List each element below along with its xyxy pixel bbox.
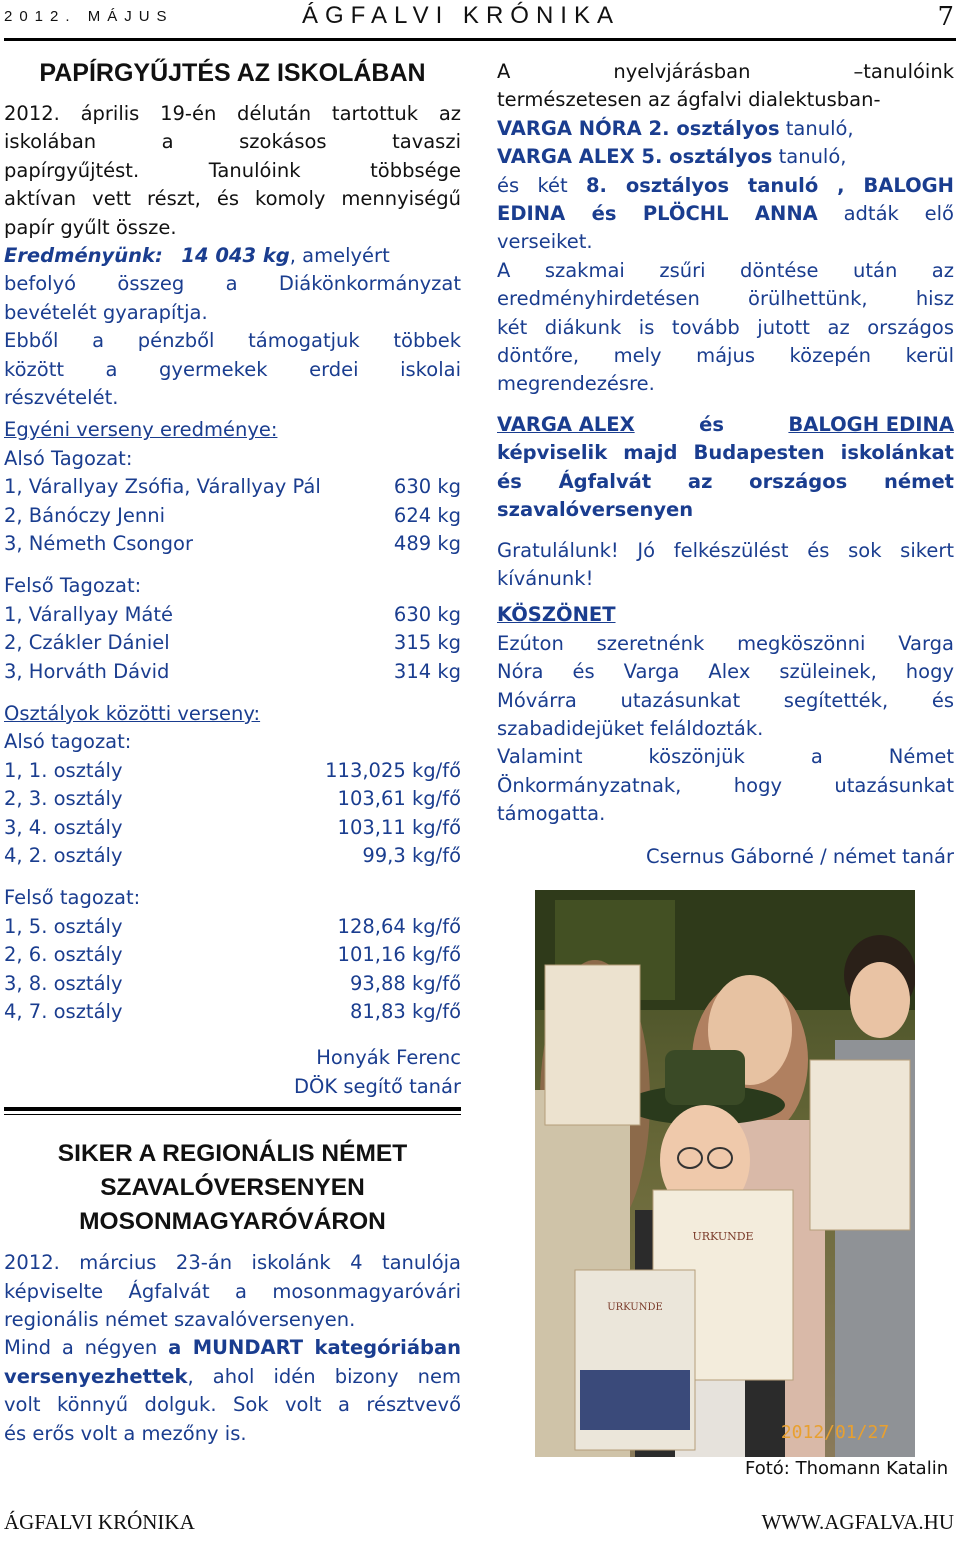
thanks-paragraph: Ezúton szeretnénk megköszönni Varga Nóra és Varga Alex szüleinek, hogy Móvárra utazásunkat segítették, és szabadidejüket feláldozták. Valamint köszönjük a Német Önkormányzatnak, hogy utazásunkat támogatta. [497,631,954,826]
class-upper-label: Felső tagozat: [4,886,141,910]
intro-paragraph: 2012. április 19-én délután tartottuk az iskolában a szokásos tavaszi papírgyűjtést. Tanulóink többsége aktívan vett részt, és komoly mennyiségű papír gyűlt össze. [4,102,461,239]
class-row: 3, 4. osztály 103,11 kg/fő [4,815,461,839]
publication-title: ÁGFALVI KRÓNIKA [302,2,620,29]
result-paragraph: Eredményünk: 14 043 kg, amelyért befolyó összeg a Diákönkormányzat bevételét gyarapítja. [4,244,461,324]
congrats-paragraph: Gratulálunk! Jó felkészülést és sok sikert kívánunk! [497,538,954,590]
article-title: PAPÍRGYŰJTÉS AZ ISKOLÁBAN [39,59,426,87]
individual-heading: Egyéni verseny eredménye: [4,418,278,442]
photo-date-stamp: 2012/01/27 [780,1422,890,1443]
class-row: 1, 5. osztály 128,64 kg/fő [4,914,461,938]
class-row: 4, 2. osztály 99,3 kg/fő [4,844,461,868]
result-row: 3, Horváth Dávid 314 kg [4,659,461,683]
class-upper-results [4,913,461,1027]
page-number: 7 [937,2,954,32]
issue-date: 2012. MÁJUS [4,8,174,25]
finalists-paragraph: VARGA ALEX és BALOGH EDINA képviselik majd Budapesten iskolánkat és Ágfalvát az országos német szavalóversenyen [497,412,954,522]
award-photo [535,890,915,1457]
photo-illustration [535,890,915,1457]
article2-paragraph2: Mind a négyen a MUNDART kategóriában versenyezhettek, ahol idén bizony nem volt könnyű dolguk. Sok volt a résztvevő és erős volt a mezőny is. [4,1336,461,1445]
right-column: A nyelvjárásban –tanulóink természetesen az ágfalvi dialektusban- VARGA NÓRA 2. osztályos tanuló, VARGA ALEX 5. osztályos tanuló, és két 8. osztályos tanuló , BALOGH EDINA és PLÖCHL ANNA adták elő verseiket. A szakmai zsűri döntése után az eredményhirdetésen örülhettünk, hisz két diákunk is tovább jutott az országos döntőre, mely május közepén kerül megrendezésre. VARGA ALEX és BALOGH EDINA képviselik majd Budapesten iskolánkat és Ágfalvát az országos német szavalóversenyen Gratulálunk! Jó felkészülést és sok sikert kívánunk! KÖSZÖNET Ezúton szeretnénk megköszönni Varga Nóra és Varga Alex szüleinek, hogy Móvárra utazásunkat segítették, és szabadidejüket feláldozták. Valamint köszönjük a Német Önkormányzatnak, hogy utazásunkat támogatta. Csernus Gáborné / német tanár [497,58,954,871]
signature-name: Honyák Ferenc [316,1046,461,1070]
article2-title: SIKER A REGIONÁLIS NÉMET SZAVALÓVERSENYEN MOSONMAGYARÓVÁRON [57,1140,408,1236]
class-row: 1, 1. osztály 113,025 kg/fő [4,758,461,782]
footer-right: WWW.AGFALVA.HU [761,1510,954,1534]
class-row: 2, 3. osztály 103,61 kg/fő [4,787,461,811]
support-paragraph: Ebből a pénzből támogatjuk többek között a gyermekek erdei iskolai részvételét. [4,329,461,410]
cert-title-2: URKUNDE [607,1302,663,1313]
result-row: 1, Várallyay Zsófia, Várallyay Pál 630 kg [4,475,461,499]
class-heading: Osztályok közötti verseny: [4,702,261,726]
lower-results [4,473,461,558]
class-row: 2, 6. osztály 101,16 kg/fő [4,943,461,967]
signature-role: DÖK segítő tanár [294,1074,461,1098]
article2-paragraph1: 2012. március 23-án iskolánk 4 tanulója képviselte Ágfalvát a mosonmagyaróvári regionális német szavalóversenyen. [4,1251,461,1331]
result-row: 3, Németh Csongor 489 kg [4,532,461,556]
upper-label: Felső Tagozat: [4,574,142,598]
class-lower-results [4,757,461,871]
right-signature: Csernus Gáborné / német tanár [645,844,954,868]
thanks-heading: KÖSZÖNET [497,603,616,627]
jury-paragraph: A szakmai zsűri döntése után az eredményhirdetésen örülhettünk, hisz két diákunk is tovább jutott az országos döntőre, mely május közepén kerül megrendezésre. [497,258,954,396]
result-row: 2, Czákler Dániel 315 kg [4,631,461,655]
class-row: 4, 7. osztály 81,83 kg/fő [4,999,461,1023]
class-lower-label: Alsó tagozat: [4,730,132,754]
footer-left: ÁGFALVI KRÓNIKA [4,1510,195,1534]
result-row: 2, Bánóczy Jenni 624 kg [4,503,461,527]
lower-label: Alsó Tagozat: [4,446,133,470]
upper-results [4,601,461,686]
left-column [4,56,461,1448]
cert-title-1: URKUNDE [692,1230,754,1243]
result-row: 1, Várallyay Máté 630 kg [4,602,461,626]
class-row: 3, 8. osztály 93,88 kg/fő [4,971,461,995]
page-header [4,2,956,41]
section-divider-thin [4,1114,461,1115]
photo-credit: Fotó: Thomann Katalin [745,1458,949,1479]
section-divider [4,1107,461,1111]
